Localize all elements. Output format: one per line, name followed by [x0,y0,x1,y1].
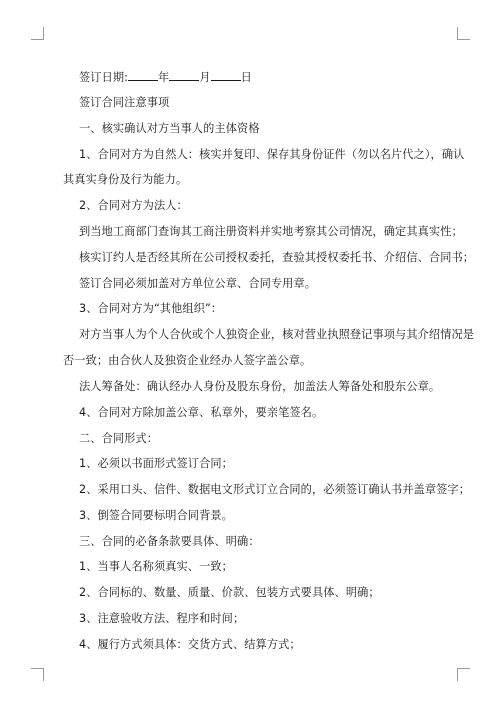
paragraph-line: 3、倒签合同要标明合同背景。 [79,509,233,522]
paragraph-line: 否一致；由合伙人及独资企业经办人签字盖公章。 [63,354,312,367]
section-heading: 二、合同形式： [79,432,159,445]
paragraph-line: 2、采用口头、信件、数据电文形式订立合同的，必须签订确认书并盖章签字； [79,483,470,496]
paragraph-line: 其真实身份及行为能力。 [63,173,188,186]
day-label: 日 [240,71,252,84]
signing-date-line [79,70,252,85]
paragraph-line: 2、合同对方为法人： [79,199,188,212]
paragraph-line: 1、必须以书面形式签订合同； [79,457,233,470]
paragraph-line: 1、当事人名称须真实、一致； [79,560,233,573]
paragraph-line: 4、合同对方除加盖公章、私章外，要亲笔签名。 [79,406,324,419]
day-blank [211,70,241,81]
section-heading: 一、核实确认对方当事人的主体资格 [79,122,260,135]
paragraph-line: 3、合同对方为“其他组织”： [79,302,223,315]
crop-mark-top-right [457,27,470,40]
section-heading: 三、合同的必备条款要具体、明确： [79,535,260,548]
crop-mark-bottom-left [31,668,44,681]
month-label: 月 [199,71,211,84]
crop-mark-bottom-right [457,668,470,681]
crop-mark-top-left [31,27,44,40]
doc-title: 签订合同注意事项 [79,96,170,109]
paragraph-line: 2、合同标的、数量、质量、价款、包装方式要具体、明确； [79,586,380,599]
paragraph-line: 到当地工商部门查询其工商注册资料并实地考察其公司情况，确定其真实性； [79,225,463,238]
year-blank [128,70,158,81]
year-label: 年 [158,71,170,84]
paragraph-line: 签订合同必须加盖对方单位公章、合同专用章。 [79,277,317,290]
month-blank [169,70,199,81]
paragraph-line: 核实订约人是否经其所在公司授权委托，查验其授权委托书、介绍信、合同书； [79,251,475,264]
paragraph-line: 4、履行方式须具体：交货方式、结算方式； [79,638,301,651]
paragraph-line: 3、注意验收方法、程序和时间； [79,612,245,625]
paragraph-line: 对方当事人为个人合伙或个人独资企业，核对营业执照登记事项与其介绍情况是 [79,328,475,341]
signing-date-label: 签订日期: [79,71,129,84]
paragraph-line: 法人筹备处：确认经办人身份及股东身份，加盖法人筹备处和股东公章。 [79,380,441,393]
paragraph-line: 1、合同对方为自然人：核实并复印、保存其身份证件（勿以名片代之），确认 [79,148,465,161]
